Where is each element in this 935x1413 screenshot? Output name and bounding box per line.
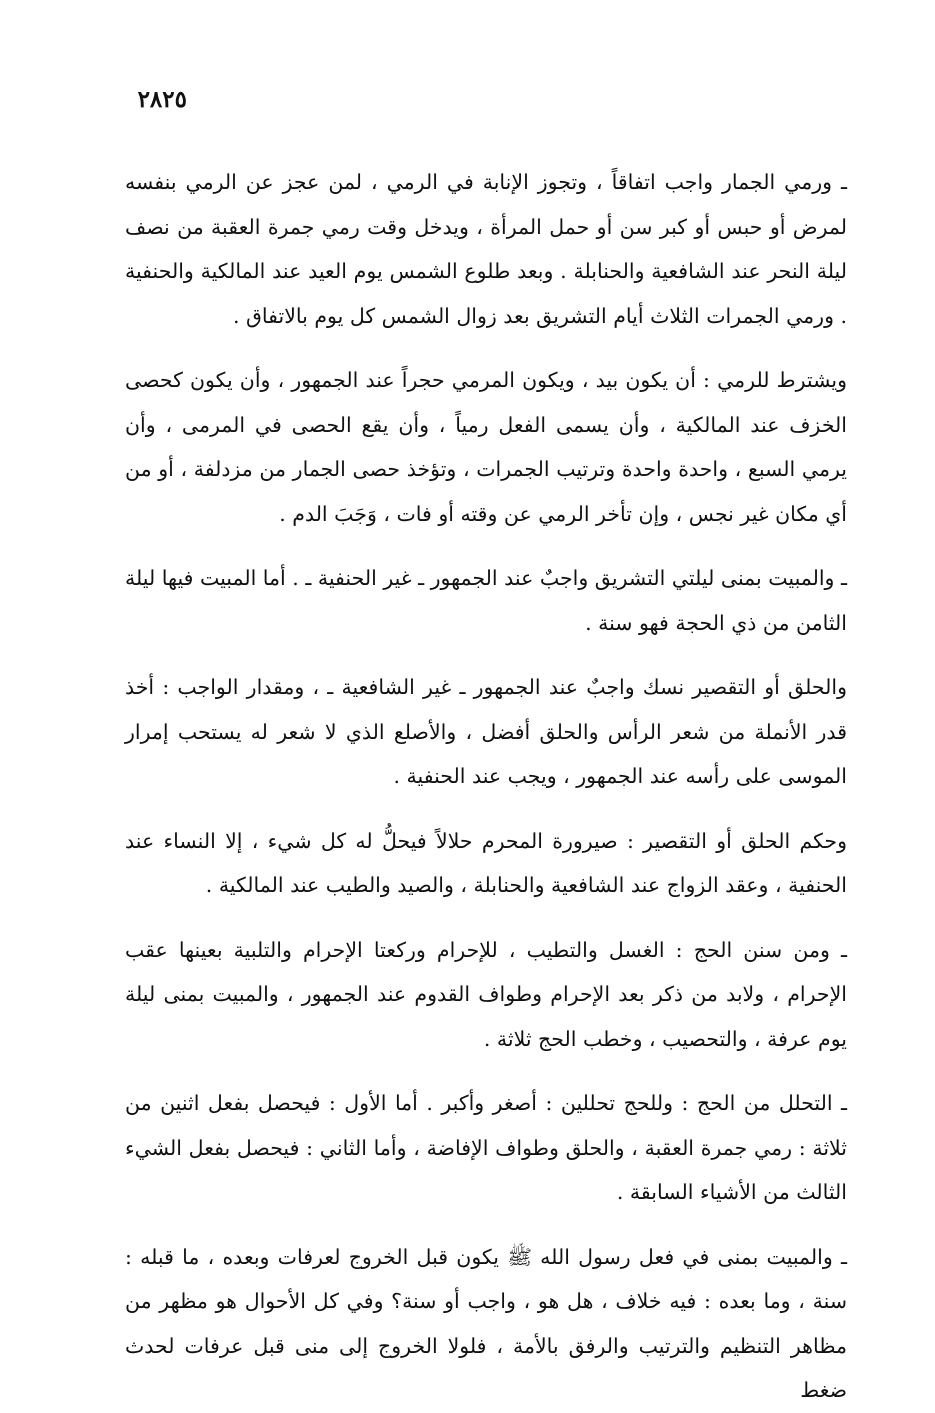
paragraph-hajj-sunnahs: ـ ومن سنن الحج : الغسل والتطيب ، للإحرام وركعتا الإحرام والتلبية بعينها عقب الإحرام ، ولابد من ذكر بعد الإحرام وطواف القدوم عند الجمهور ، والمبيت بمنى ليلة يوم عرفة ، والتحصيب ، وخطب الحج ثلاثة . — [125, 937, 847, 1051]
paragraph-mina-overnight: ـ والمبيت بمنى ليلتي التشريق واجبٌ عند الجمهور ـ غير الحنفية ـ . أما المبيت فيها ليلة الثامن من ذي الحجة فهو سنة . — [125, 566, 847, 635]
paragraph-shaving: والحلق أو التقصير نسك واجبٌ عند الجمهور ـ غير الشافعية ـ ، ومقدار الواجب : أخذ قدر الأنملة من شعر الرأس والحلق أفضل ، والأصلع الذي لا شعر له يستحب إمرار الموسى على رأسه عند الجمهور ، ويجب عند الحنفية . — [125, 675, 847, 788]
page-number: ٢٨٢٥ — [137, 86, 187, 113]
paragraph-mina-prophet: ـ والمبيت بمنى في فعل رسول الله ﷺ يكون قبل الخروج لعرفات وبعده ، ما قبله : سنة ، وما بعده : فيه خلاف ، هل هو ، واجب أو سنة؟ وفي كل الأحوال هو مظهر من مظاهر التنظيم والترتيب والرفق بالأمة ، فلولا الخروج إلى منى قبل عرفات لحدث ضغط — [125, 1244, 847, 1402]
paragraph-shaving-ruling: وحكم الحلق أو التقصير : صيرورة المحرم حلالاً فيحلُّ له كل شيء ، إلا النساء عند الحنفية ، وعقد الزواج عند الشافعية والحنابلة ، والصيد والطيب عند المالكية . — [125, 828, 847, 897]
paragraph-stoning-conditions: ويشترط للرمي : أن يكون بيد ، ويكون المرمي حجراً عند الجمهور ، وأن يكون كحصى الخزف عند المالكية ، وأن يسمى الفعل رمياً ، وأن يقع الحصى في المرمى ، وأن يرمي السبع ، واحدة واحدة وترتيب الجمرات ، وتؤخذ حصى الجمار من مزدلفة ، أو من أي مكان غير نجس ، وإن تأخر الرمي عن وقته أو فات ، وَجَبَ الدم . — [125, 368, 847, 526]
page-body — [125, 160, 847, 1413]
paragraph-tahallul: ـ التحلل من الحج : وللحج تحللين : أصغر وأكبر . أما الأول : فيحصل بفعل اثنين من ثلاثة : رمي جمرة العقبة ، والحلق وطواف الإفاضة ، وأما الثاني : فيحصل بفعل الشيء الثالث من الأشياء السابقة . — [125, 1091, 847, 1204]
paragraph-stoning: ـ ورمي الجمار واجب اتفاقاً ، وتجوز الإنابة في الرمي ، لمن عجز عن الرمي بنفسه لمرض أو حبس أو كبر سن أو حمل المرأة ، ويدخل وقت رمي جمرة العقبة من نصف ليلة النحر عند الشافعية والحنابلة . وبعد طلوع الشمس يوم العيد عند المالكية والحنفية . ورمي الجمرات الثلاث أيام التشريق بعد زوال الشمس كل يوم بالاتفاق . — [125, 170, 847, 328]
